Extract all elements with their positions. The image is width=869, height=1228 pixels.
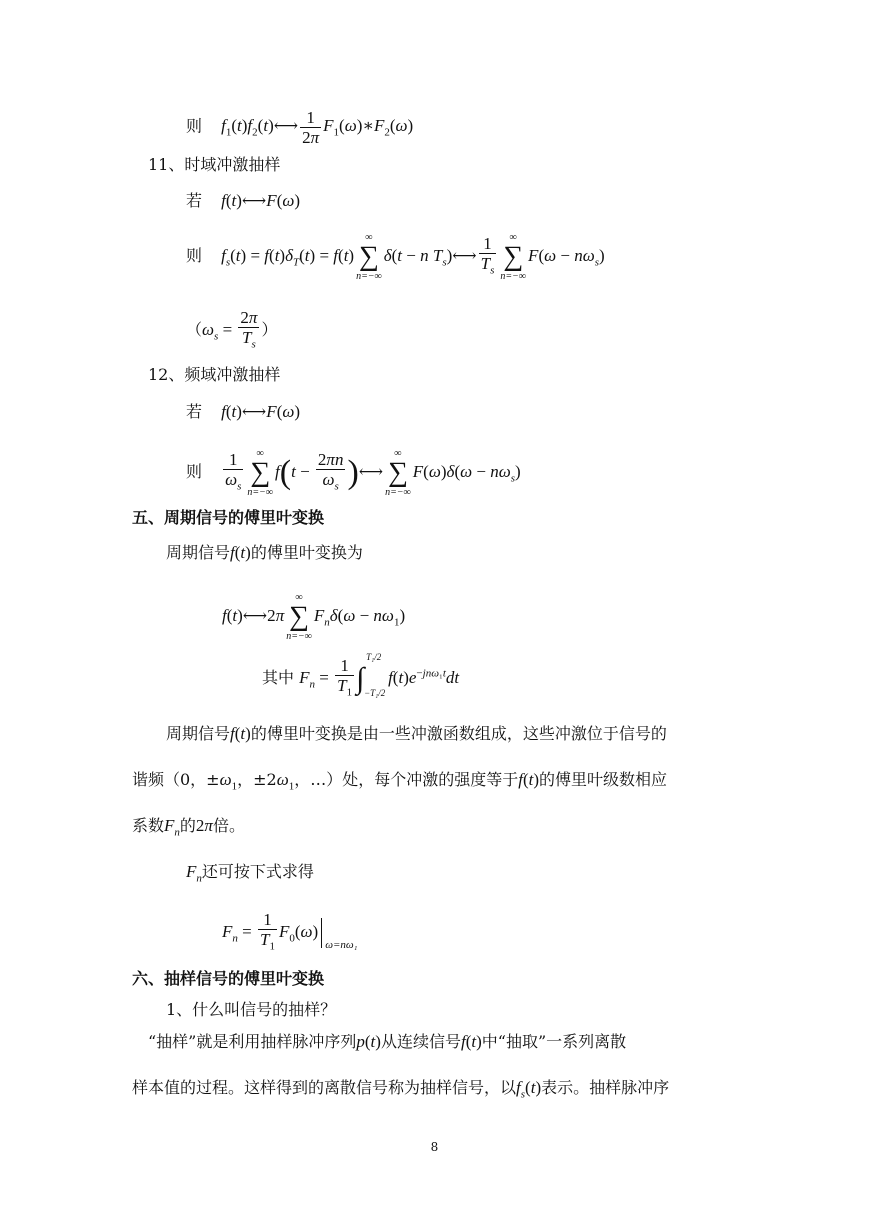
- section-5-intro: 周期信号f(t)的傅里叶变换为: [166, 543, 363, 562]
- section-5-heading: 五、周期信号的傅里叶变换: [132, 508, 325, 527]
- paragraph-line-1: 周期信号f(t)的傅里叶变换是由一些冲激函数组成，这些冲激位于信号的: [166, 724, 667, 743]
- paragraph-line-2: 谐频（0，$\pm\omega_1$，$\pm 2\omega_1$，…）处，每个冲激的强度等于f(t)的傅里叶级数相应: [132, 770, 668, 793]
- section-12-title: 12、频域冲激抽样: [148, 365, 281, 384]
- paragraph-line-4: “抽样”就是利用抽样脉冲序列p(t)从连续信号f(t)中“抽取”一系列离散: [148, 1032, 627, 1051]
- label-ze: 则: [186, 245, 203, 265]
- page-number: 8: [430, 1140, 439, 1154]
- formula-ft-pair: f(t)⟷F(ω): [221, 191, 301, 210]
- freq-sampling-then-line: [186, 448, 521, 498]
- formula-fn-integral: 其中 $F_n$ = $\frac{1}{T_1}$ T₁/2 ∫ −T₁/2 $f(t)e^{-jn\omega_1t}dt$: [262, 652, 460, 699]
- omega-s-definition: （$\omega_s$ = $\frac{2\pi}{T_s}$ ）: [186, 308, 278, 351]
- formula-ft-pair: f(t)⟷F(ω): [221, 402, 301, 421]
- formula-freq-sampling: $\frac{1}{\omega_s}$ ∞ ∑ n=−∞ f(t − $\frac{2\pi n}{\omega_s}$ )⟷ ∞ ∑ n=−∞ $F(\omega)\delta(\omega - n\omega_s)$: [225, 448, 521, 498]
- convolution-property-line: [186, 108, 413, 147]
- paragraph-line-3: 系数$F_n$的2π倍。: [132, 816, 245, 839]
- time-sampling-if-line: [186, 191, 300, 211]
- paragraph-line-5: 样本值的过程。这样得到的离散信号称为抽样信号，以$f_s(t)$表示。抽样脉冲序: [132, 1078, 670, 1101]
- formula-time-sampling: $f_s(t) = f(t)\delta_T(t) = f(t)$ ∞ ∑ n=−∞ δ(t − n $T_s)⟷$ $\frac{1}{T_s}$ ∞ ∑ n=−∞ $F(\omega - n\omega_s)$: [221, 232, 605, 282]
- label-ze: 则: [186, 116, 203, 136]
- formula-freq-convolution: $f_1(t)f_2(t)⟷$ $\frac{1}{2\pi}$ $F_1(\omega)∗F_2(\omega)$: [221, 108, 414, 147]
- section-6-heading: 六、抽样信号的傅里叶变换: [132, 969, 325, 988]
- formula-periodic-ft: f(t)⟷2π ∞ ∑ n=−∞ $F_n\delta(\omega - n\omega_1)$: [222, 592, 406, 642]
- formula-fn-from-f0: $F_n$ = $\frac{1}{T_1}$ $F_0(\omega)$ ω=nω₁: [222, 910, 358, 953]
- time-sampling-then-line: [186, 232, 605, 282]
- section-11-title: 11、时域冲激抽样: [148, 155, 281, 174]
- section-6-question: 1、什么叫信号的抽样？: [166, 1000, 337, 1019]
- freq-sampling-if-line: [186, 402, 300, 422]
- label-ze: 则: [186, 461, 203, 481]
- label-ruo: 若: [186, 191, 203, 210]
- label-ruo: 若: [186, 402, 203, 421]
- fn-alternative-line: $F_n$还可按下式求得: [186, 862, 314, 885]
